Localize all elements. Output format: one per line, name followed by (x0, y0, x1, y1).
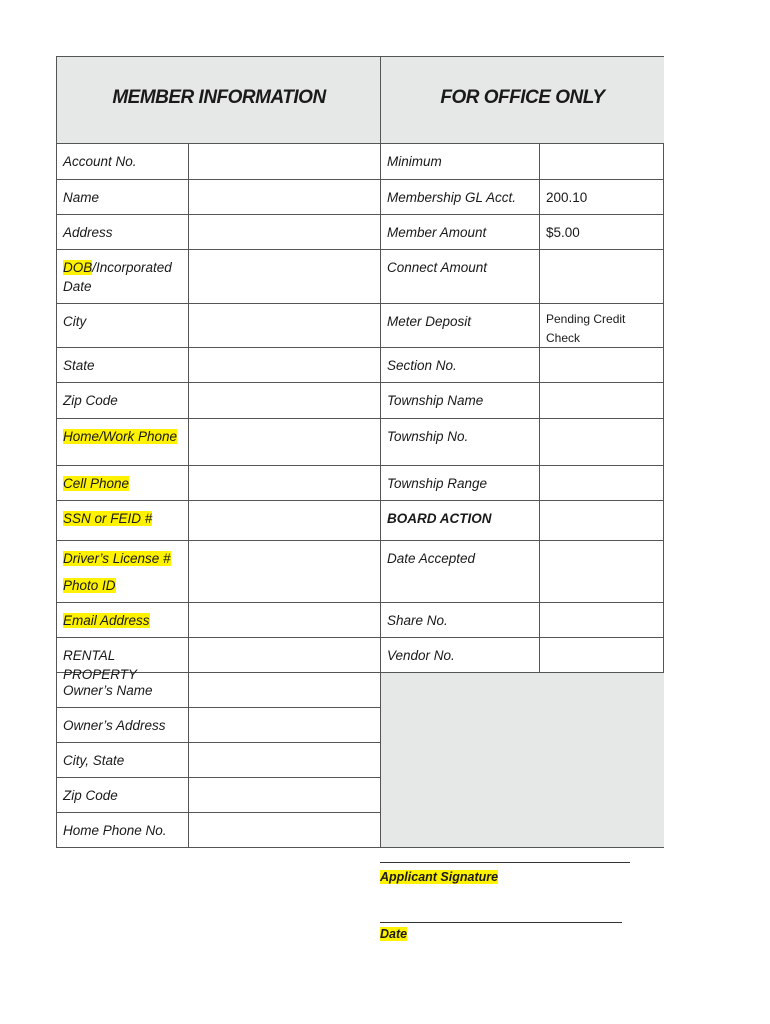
label-drivers-license-text: Driver’s License # (63, 551, 171, 566)
input-email-address[interactable] (189, 603, 380, 637)
date-line[interactable] (380, 922, 622, 923)
input-dob[interactable] (189, 250, 380, 303)
label-ssn-feid-text: SSN or FEID # (63, 511, 153, 526)
label-city-state: City, State (63, 753, 125, 768)
input-owners-address[interactable] (189, 708, 380, 742)
member-information-header (57, 57, 381, 144)
label-minimum: Minimum (387, 154, 442, 169)
applicant-signature-text: Applicant Signature (380, 870, 499, 884)
input-ssn-feid[interactable] (189, 501, 380, 540)
label-home-phone-no: Home Phone No. (63, 823, 167, 838)
label-email-address (57, 603, 188, 637)
input-date-accepted[interactable] (540, 541, 664, 602)
date-text: Date (380, 927, 408, 941)
member-information-title: MEMBER INFORMATION (112, 86, 326, 108)
input-township-name[interactable] (540, 383, 664, 418)
label-name: Name (63, 190, 100, 205)
input-cell-phone[interactable] (189, 466, 380, 500)
input-township-no[interactable] (540, 419, 664, 465)
label-address: Address (63, 225, 113, 240)
label-vendor-no: Vendor No. (387, 648, 455, 663)
input-home-work-phone[interactable] (189, 419, 380, 465)
office-only-header (381, 57, 664, 144)
label-cell-phone-text: Cell Phone (63, 476, 130, 491)
input-city-state[interactable] (189, 743, 380, 777)
office-blank-area (381, 673, 664, 847)
label-home-work-phone-text: Home/Work Phone (63, 429, 178, 444)
input-board-action[interactable] (540, 501, 664, 540)
input-drivers-license[interactable] (189, 541, 380, 602)
label-owners-name: Owner’s Name (63, 683, 153, 698)
input-city[interactable] (189, 304, 380, 347)
input-address[interactable] (189, 215, 380, 249)
label-board-action: BOARD ACTION (387, 511, 492, 526)
membership-form (56, 56, 664, 848)
label-account-no: Account No. (63, 154, 137, 169)
label-dob-highlight: DOB (63, 260, 93, 275)
label-share-no: Share No. (387, 613, 448, 628)
label-email-address-text: Email Address (63, 613, 150, 628)
label-membership-gl-acct: Membership GL Acct. (387, 190, 517, 205)
membership-gl-acct-value[interactable]: 200.10 (546, 190, 588, 205)
member-amount-value[interactable]: $5.00 (546, 225, 580, 240)
label-connect-amount: Connect Amount (387, 260, 488, 275)
input-section-no[interactable] (540, 348, 664, 382)
input-name[interactable] (189, 180, 380, 214)
label-rental-property: RENTAL PROPERTY (63, 648, 138, 682)
label-zip-code: Zip Code (63, 393, 118, 408)
input-rental-property[interactable] (189, 638, 380, 672)
input-township-range[interactable] (540, 466, 664, 500)
applicant-signature-line[interactable] (380, 862, 630, 863)
input-owners-name[interactable] (189, 673, 380, 707)
label-city: City (63, 314, 87, 329)
input-state[interactable] (189, 348, 380, 382)
input-vendor-no[interactable] (540, 638, 664, 672)
label-state: State (63, 358, 95, 373)
label-dob (57, 250, 188, 303)
label-member-amount: Member Amount (387, 225, 487, 240)
applicant-signature-label (380, 870, 498, 884)
label-section-no: Section No. (387, 358, 457, 373)
input-share-no[interactable] (540, 603, 664, 637)
label-owner-zip-code: Zip Code (63, 788, 118, 803)
label-ssn-feid (57, 501, 188, 540)
label-owners-address: Owner’s Address (63, 718, 166, 733)
label-dob-rest: /Incorporated Date (63, 260, 172, 294)
input-connect-amount[interactable] (540, 250, 664, 303)
label-township-range: Township Range (387, 476, 488, 491)
label-cell-phone (57, 466, 188, 500)
label-drivers-license (57, 541, 188, 602)
date-label (380, 927, 407, 941)
label-photo-id-text: Photo ID (63, 578, 116, 593)
office-only-title: FOR OFFICE ONLY (440, 86, 605, 108)
label-home-work-phone (57, 419, 188, 465)
meter-deposit-value[interactable]: Pending Credit Check (546, 312, 626, 345)
input-account-no[interactable] (189, 144, 380, 179)
input-home-phone-no[interactable] (189, 813, 380, 847)
input-zip-code[interactable] (189, 383, 380, 418)
label-township-no: Township No. (387, 429, 469, 444)
label-meter-deposit: Meter Deposit (387, 314, 472, 329)
label-township-name: Township Name (387, 393, 484, 408)
input-minimum[interactable] (540, 144, 664, 179)
label-date-accepted: Date Accepted (387, 551, 476, 566)
input-owner-zip-code[interactable] (189, 778, 380, 812)
